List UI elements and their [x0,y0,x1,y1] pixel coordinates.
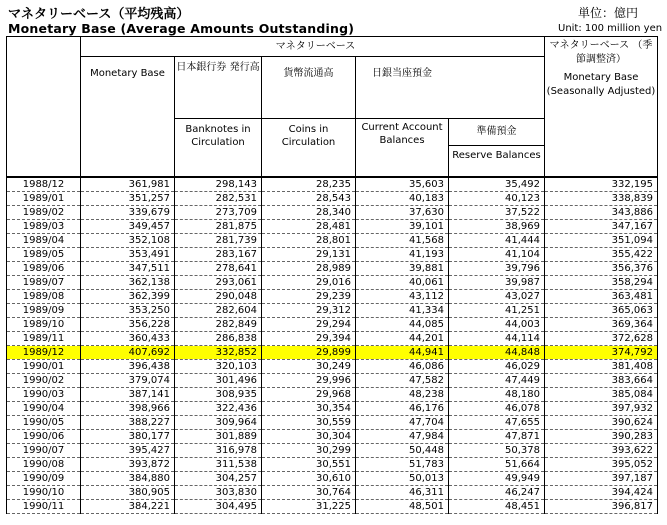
cell-coins[interactable]: 28,340 [262,205,356,219]
cell-banknotes[interactable]: 290,048 [175,289,262,303]
cell-monetary-base-sa[interactable]: 355,422 [545,247,658,261]
cell-banknotes[interactable]: 282,604 [175,303,262,317]
cell-banknotes[interactable]: 320,103 [175,359,262,373]
table-row [7,205,658,219]
cell-banknotes[interactable]: 308,935 [175,387,262,401]
cell-coins[interactable]: 29,394 [262,331,356,345]
cell-monetary-base[interactable]: 349,457 [81,219,175,233]
cell-monetary-base-sa[interactable]: 338,839 [545,191,658,205]
table-row [7,443,658,457]
cell-current-account[interactable]: 46,086 [356,359,449,373]
cell-date[interactable]: 1990/11 [7,499,81,513]
cell-coins[interactable]: 29,016 [262,275,356,289]
cell-date[interactable]: 1990/03 [7,387,81,401]
cell-current-account[interactable]: 46,176 [356,401,449,415]
cell-date[interactable]: 1988/12 [7,177,81,192]
header-coins-en: Coins in Circulation [262,119,356,177]
cell-monetary-base[interactable]: 379,074 [81,373,175,387]
cell-banknotes[interactable]: 283,167 [175,247,262,261]
cell-date[interactable]: 1990/09 [7,471,81,485]
cell-reserve[interactable]: 50,378 [449,443,545,457]
cell-current-account[interactable]: 44,085 [356,317,449,331]
cell-monetary-base-sa[interactable]: 381,408 [545,359,658,373]
cell-coins[interactable]: 29,131 [262,247,356,261]
cell-date[interactable]: 1989/09 [7,303,81,317]
header-monetary-base: Monetary Base [81,57,175,177]
cell-current-account[interactable]: 37,630 [356,205,449,219]
cell-banknotes[interactable]: 281,739 [175,233,262,247]
cell-date[interactable]: 1989/10 [7,317,81,331]
cell-coins[interactable]: 30,559 [262,415,356,429]
cell-monetary-base[interactable]: 360,433 [81,331,175,345]
table-row [7,303,658,317]
cell-banknotes[interactable]: 316,978 [175,443,262,457]
cell-date[interactable]: 1990/01 [7,359,81,373]
cell-current-account[interactable]: 43,112 [356,289,449,303]
cell-coins[interactable]: 30,551 [262,457,356,471]
cell-reserve[interactable]: 46,029 [449,359,545,373]
table-row [7,471,658,485]
cell-banknotes[interactable]: 278,641 [175,261,262,275]
cell-reserve[interactable]: 48,180 [449,387,545,401]
cell-current-account[interactable]: 48,238 [356,387,449,401]
cell-current-account[interactable]: 50,013 [356,471,449,485]
cell-banknotes[interactable]: 311,538 [175,457,262,471]
table-row [7,387,658,401]
cell-current-account[interactable]: 39,881 [356,261,449,275]
cell-current-account[interactable]: 46,311 [356,485,449,499]
table-row [7,401,658,415]
cell-coins[interactable]: 30,764 [262,485,356,499]
table-row [7,457,658,471]
cell-date[interactable]: 1990/02 [7,373,81,387]
cell-date[interactable]: 1990/05 [7,415,81,429]
cell-date[interactable]: 1989/11 [7,331,81,345]
cell-current-account[interactable]: 40,183 [356,191,449,205]
cell-coins[interactable]: 30,304 [262,429,356,443]
cell-monetary-base-sa[interactable]: 343,886 [545,205,658,219]
cell-coins[interactable]: 28,801 [262,233,356,247]
table-row [7,191,658,205]
cell-banknotes[interactable]: 304,257 [175,471,262,485]
cell-reserve[interactable]: 35,492 [449,177,545,192]
cell-banknotes[interactable]: 273,709 [175,205,262,219]
cell-coins[interactable]: 28,543 [262,191,356,205]
cell-monetary-base-sa[interactable]: 385,084 [545,387,658,401]
cell-monetary-base[interactable]: 352,108 [81,233,175,247]
cell-banknotes[interactable]: 322,436 [175,401,262,415]
cell-banknotes[interactable]: 298,143 [175,177,262,192]
cell-monetary-base[interactable]: 395,427 [81,443,175,457]
cell-coins[interactable]: 28,989 [262,261,356,275]
cell-monetary-base-sa[interactable]: 397,932 [545,401,658,415]
cell-date[interactable]: 1990/06 [7,429,81,443]
table-row [7,261,658,275]
table-row [7,289,658,303]
monetary-base-table [6,36,658,514]
cell-monetary-base-sa[interactable]: 356,376 [545,261,658,275]
cell-reserve[interactable]: 37,522 [449,205,545,219]
cell-reserve[interactable]: 39,987 [449,275,545,289]
cell-banknotes[interactable]: 301,889 [175,429,262,443]
cell-monetary-base-sa[interactable]: 332,195 [545,177,658,192]
cell-current-account[interactable]: 41,334 [356,303,449,317]
cell-monetary-base-sa[interactable]: 369,364 [545,317,658,331]
table-row [7,429,658,443]
cell-reserve[interactable]: 46,078 [449,401,545,415]
cell-coins[interactable]: 30,249 [262,359,356,373]
cell-monetary-base-sa[interactable]: 397,187 [545,471,658,485]
header-monetary-base-sa [545,37,658,177]
cell-current-account[interactable]: 39,101 [356,219,449,233]
header-current-account-jp: 日銀当座預金 [356,57,545,119]
header-sa-en: Monetary Base (Seasonally Adjusted) [546,72,656,97]
cell-banknotes[interactable]: 332,852 [175,345,262,359]
header-current-account-en: Current Account Balances [356,119,449,177]
cell-monetary-base[interactable]: 380,905 [81,485,175,499]
cell-monetary-base[interactable]: 351,257 [81,191,175,205]
cell-monetary-base[interactable]: 407,692 [81,345,175,359]
cell-current-account[interactable]: 44,941 [356,345,449,359]
cell-reserve[interactable]: 41,444 [449,233,545,247]
table-row [7,177,658,192]
cell-monetary-base[interactable]: 362,138 [81,275,175,289]
cell-date[interactable]: 1989/04 [7,233,81,247]
cell-banknotes[interactable]: 281,875 [175,219,262,233]
cell-reserve[interactable]: 41,104 [449,247,545,261]
cell-banknotes[interactable]: 309,964 [175,415,262,429]
cell-date[interactable]: 1989/05 [7,247,81,261]
cell-monetary-base-sa[interactable]: 393,622 [545,443,658,457]
header-sa-jp: マネタリーベース （季節調整済） [549,40,653,65]
header-reserve-en: Reserve Balances [452,150,541,161]
cell-monetary-base[interactable]: 393,872 [81,457,175,471]
cell-date[interactable]: 1990/04 [7,401,81,415]
cell-reserve[interactable]: 38,969 [449,219,545,233]
cell-banknotes[interactable]: 282,849 [175,317,262,331]
cell-current-account[interactable]: 35,603 [356,177,449,192]
cell-monetary-base-sa[interactable]: 396,817 [545,499,658,513]
table-row [7,485,658,499]
table-row [7,233,658,247]
cell-monetary-base[interactable]: 361,981 [81,177,175,192]
cell-monetary-base[interactable]: 353,250 [81,303,175,317]
cell-reserve[interactable]: 48,451 [449,499,545,513]
cell-monetary-base[interactable]: 356,228 [81,317,175,331]
cell-coins[interactable]: 30,354 [262,401,356,415]
cell-current-account[interactable]: 41,568 [356,233,449,247]
cell-monetary-base[interactable]: 347,511 [81,261,175,275]
cell-coins[interactable]: 29,996 [262,373,356,387]
cell-date[interactable]: 1989/07 [7,275,81,289]
cell-monetary-base-sa[interactable]: 358,294 [545,275,658,289]
cell-monetary-base-sa[interactable]: 374,792 [545,345,658,359]
cell-banknotes[interactable]: 303,830 [175,485,262,499]
cell-monetary-base-sa[interactable]: 365,063 [545,303,658,317]
cell-reserve[interactable]: 47,655 [449,415,545,429]
cell-date[interactable]: 1989/02 [7,205,81,219]
cell-date[interactable]: 1990/07 [7,443,81,457]
cell-monetary-base[interactable]: 384,880 [81,471,175,485]
cell-reserve[interactable]: 49,949 [449,471,545,485]
table-row [7,247,658,261]
cell-current-account[interactable]: 40,061 [356,275,449,289]
cell-coins[interactable]: 28,235 [262,177,356,192]
cell-current-account[interactable]: 44,201 [356,331,449,345]
cell-current-account[interactable]: 50,448 [356,443,449,457]
cell-monetary-base-sa[interactable]: 347,167 [545,219,658,233]
table-row [7,415,658,429]
cell-banknotes[interactable]: 286,838 [175,331,262,345]
cell-monetary-base-sa[interactable]: 363,481 [545,289,658,303]
cell-date[interactable]: 1989/12 [7,345,81,359]
table-row [7,499,658,513]
cell-coins[interactable]: 31,225 [262,499,356,513]
cell-coins[interactable]: 29,294 [262,317,356,331]
cell-reserve[interactable]: 44,003 [449,317,545,331]
cell-reserve[interactable]: 47,871 [449,429,545,443]
group-header-monetary-base: マネタリーベース [81,37,545,57]
table-row [7,345,658,359]
cell-coins[interactable]: 29,899 [262,345,356,359]
table-row [7,373,658,387]
cell-monetary-base[interactable]: 387,141 [81,387,175,401]
cell-reserve[interactable]: 40,123 [449,191,545,205]
cell-reserve[interactable]: 43,027 [449,289,545,303]
table-row [7,275,658,289]
cell-reserve[interactable]: 44,114 [449,331,545,345]
cell-date[interactable]: 1989/08 [7,289,81,303]
cell-coins[interactable]: 30,299 [262,443,356,457]
cell-reserve[interactable]: 51,664 [449,457,545,471]
cell-date[interactable]: 1990/10 [7,485,81,499]
cell-reserve[interactable]: 44,848 [449,345,545,359]
cell-coins[interactable]: 29,312 [262,303,356,317]
unit-label-jp: 単位：億円 [578,6,639,20]
cell-current-account[interactable]: 48,501 [356,499,449,513]
cell-monetary-base-sa[interactable]: 372,628 [545,331,658,345]
header-banknotes-en: Banknotes in Circulation [175,119,262,177]
date-header [7,37,81,177]
cell-monetary-base[interactable]: 362,399 [81,289,175,303]
header-reserve-jp: 準備預金 [449,119,544,146]
cell-current-account[interactable]: 41,193 [356,247,449,261]
page-title-jp: マネタリーベース（平均残高） [8,7,190,22]
cell-banknotes[interactable]: 282,531 [175,191,262,205]
page-title-en: Monetary Base (Average Amounts Outstanding) [8,21,355,36]
cell-monetary-base-sa[interactable]: 395,052 [545,457,658,471]
cell-date[interactable]: 1990/08 [7,457,81,471]
cell-date[interactable]: 1989/06 [7,261,81,275]
table-row [7,331,658,345]
cell-monetary-base[interactable]: 339,679 [81,205,175,219]
cell-coins[interactable]: 30,610 [262,471,356,485]
cell-banknotes[interactable]: 293,061 [175,275,262,289]
cell-banknotes[interactable]: 301,496 [175,373,262,387]
unit-label-en: Unit: 100 million yen [558,23,663,34]
table-row [7,359,658,373]
header-banknotes-jp: 日本銀行券 発行高 [175,57,262,119]
cell-coins[interactable]: 29,239 [262,289,356,303]
cell-monetary-base-sa[interactable]: 390,283 [545,429,658,443]
cell-coins[interactable]: 29,968 [262,387,356,401]
cell-monetary-base[interactable]: 388,227 [81,415,175,429]
cell-reserve[interactable]: 41,251 [449,303,545,317]
table-row [7,317,658,331]
cell-monetary-base-sa[interactable]: 390,624 [545,415,658,429]
cell-date[interactable]: 1989/03 [7,219,81,233]
cell-monetary-base-sa[interactable]: 383,664 [545,373,658,387]
cell-current-account[interactable]: 47,984 [356,429,449,443]
cell-monetary-base[interactable]: 380,177 [81,429,175,443]
table-header [7,37,658,177]
cell-monetary-base-sa[interactable]: 394,424 [545,485,658,499]
cell-current-account[interactable]: 47,704 [356,415,449,429]
cell-current-account[interactable]: 47,582 [356,373,449,387]
header-reserve [449,119,545,177]
cell-monetary-base[interactable]: 396,438 [81,359,175,373]
cell-monetary-base-sa[interactable]: 351,094 [545,233,658,247]
cell-current-account[interactable]: 51,783 [356,457,449,471]
header-coins-jp: 貨幣流通高 [262,57,356,119]
cell-reserve[interactable]: 47,449 [449,373,545,387]
cell-coins[interactable]: 28,481 [262,219,356,233]
cell-date[interactable]: 1989/01 [7,191,81,205]
cell-monetary-base[interactable]: 384,221 [81,499,175,513]
table-row [7,219,658,233]
cell-reserve[interactable]: 46,247 [449,485,545,499]
cell-reserve[interactable]: 39,796 [449,261,545,275]
cell-monetary-base[interactable]: 353,491 [81,247,175,261]
cell-banknotes[interactable]: 304,495 [175,499,262,513]
cell-monetary-base[interactable]: 398,966 [81,401,175,415]
table-body [7,177,658,514]
